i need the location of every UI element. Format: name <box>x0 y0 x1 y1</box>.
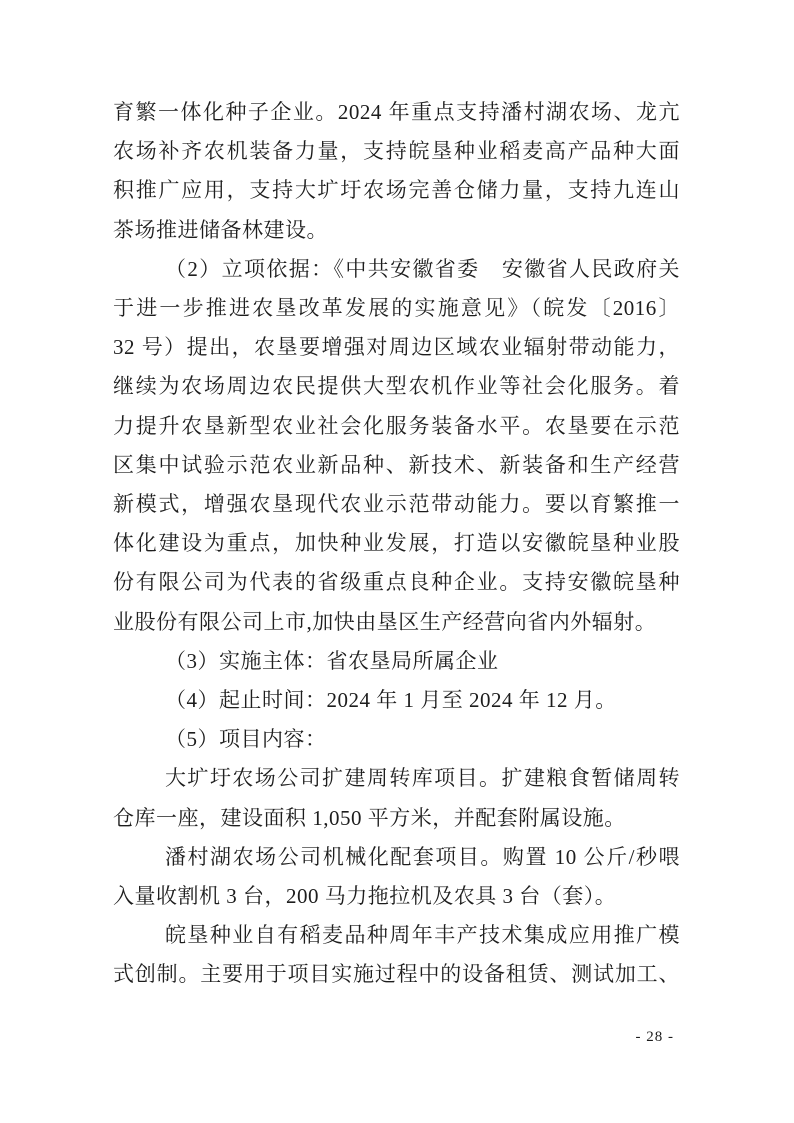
document-body <box>113 93 680 995</box>
text-line: （2）立项依据：《中共安徽省委 安徽省人民政府关 <box>165 256 680 281</box>
text-line: 式创制。主要用于项目实施过程中的设备租赁、测试加工、 <box>113 962 680 987</box>
text-line: 育繁一体化种子企业。2024 年重点支持潘村湖农场、龙亢 <box>113 100 680 124</box>
text-line: 大圹圩农场公司扩建周转库项目。扩建粮食暂储周转 <box>165 766 680 791</box>
text-line: 体化建设为重点，加快种业发展，打造以安徽皖垦种业股 <box>113 531 680 556</box>
text-line: 皖垦种业自有稻麦品种周年丰产技术集成应用推广模 <box>165 923 680 948</box>
text-line: 新模式，增强农垦现代农业示范带动能力。要以育繁推一 <box>113 492 680 517</box>
text-line: 农场补齐农机装备力量，支持皖垦种业稻麦高产品种大面 <box>113 139 680 164</box>
text-line: 仓库一座，建设面积 1,050 平方米，并配套附属设施。 <box>113 805 626 830</box>
text-line: 继续为农场周边农民提供大型农机作业等社会化服务。着 <box>113 374 680 399</box>
text-line: 茶场推进储备林建设。 <box>113 217 328 242</box>
text-line: 入量收割机 3 台，200 马力拖拉机及农具 3 台（套）。 <box>113 884 617 909</box>
text-line: （3）实施主体：省农垦局所属企业 <box>165 648 499 673</box>
text-line: 32 号）提出，农垦要增强对周边区域农业辐射带动能力， <box>113 335 680 360</box>
text-line: 力提升农垦新型农业社会化服务装备水平。农垦要在示范 <box>113 413 680 438</box>
text-line: 区集中试验示范农业新品种、新技术、新装备和生产经营 <box>113 452 680 477</box>
text-line: 于进一步推进农垦改革发展的实施意见》（皖发〔2016〕 <box>113 296 680 321</box>
text-line: 积推广应用，支持大圹圩农场完善仓储力量，支持九连山 <box>113 178 680 203</box>
text-line: （5）项目内容： <box>165 727 327 752</box>
text-line: 份有限公司为代表的省级重点良种企业。支持安徽皖垦种 <box>113 570 680 595</box>
page-number: - 28 - <box>635 1029 674 1045</box>
text-line: 业股份有限公司上市,加快由垦区生产经营向省内外辐射。 <box>113 609 657 634</box>
text-line: （4）起止时间：2024 年 1 月至 2024 年 12 月。 <box>165 688 617 713</box>
text-line: 潘村湖农场公司机械化配套项目。购置 10 公斤/秒喂 <box>165 844 680 869</box>
